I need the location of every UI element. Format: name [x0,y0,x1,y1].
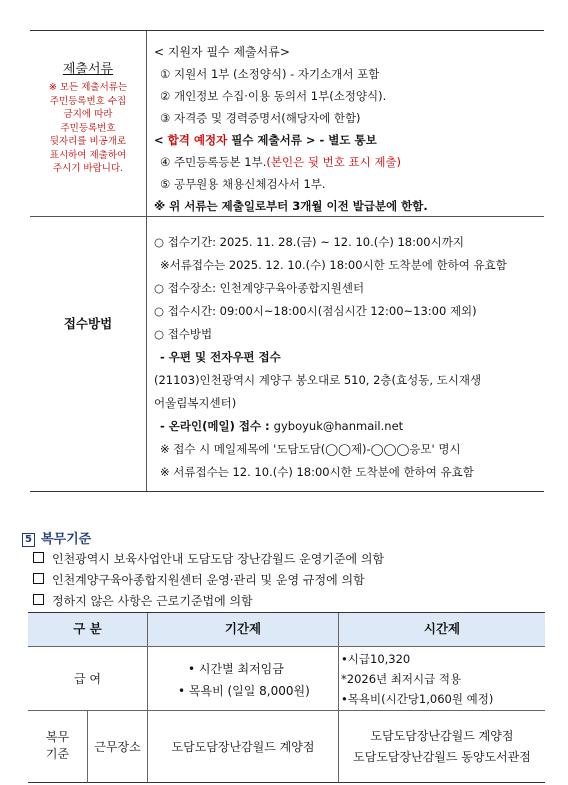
bullet-text: 정하지 않은 사항은 근로기준법에 의함 [52,594,253,608]
finalist-header-highlight: 합격 예정자 [167,133,228,147]
required-doc-item: ① 지원서 1부 (소정양식) - 자기소개서 포함 [160,67,380,81]
duty-standards-table [28,612,545,783]
bullet-text: 인천광역시 보육사업안내 도담도담 장난감월드 운영기준에 의함 [52,552,385,566]
online-email-link[interactable]: gyboyuk@hanmail.net [273,419,404,433]
finalist-doc-item [160,176,326,192]
section-bullet [33,592,253,609]
deadline-note: ※ 서류접수는 12. 10.(수) 18:00시한 도착분에 한하여 유효함 [160,465,474,479]
column-divider [146,31,147,491]
workplace-item: 도담도담장난감월드 계양점 [370,729,514,743]
bullet-text: 인천계양구육아종합지원센터 운영·관리 및 운영 규정에 의함 [52,573,365,587]
note-line: 뒷자리를 비공개로 [49,136,127,147]
online-reception [160,418,403,434]
pay-item: • 시간별 최저임금 [188,662,284,676]
pay-item: • 목욕비 (일일 8,000원) [178,684,310,698]
section-title-text: 복무기준 [41,532,92,547]
online-label: - 온라인(메일) 접수 : [160,419,274,433]
note-line: 표시하여 제출하여 [49,149,127,161]
mail-header: - 우편 및 전자우편 접수 [160,350,281,364]
pay-item: •목욕비(시간당1,060원 예정) [341,692,494,706]
finalist-docs-header [154,132,377,148]
reception-period: ○ 접수기간: 2025. 11. 28.(금) ~ 12. 10.(수) 18:00시까지 [154,235,464,249]
square-bullet-icon [33,573,44,584]
pay-label: 급 여 [28,647,148,711]
duty-label [28,711,88,783]
section-bullet [33,550,384,567]
note-line: 금지에 따라 [63,109,113,120]
workplace-label: 근무장소 [88,711,148,783]
table-header-category: 구 분 [28,613,148,647]
finalist-doc-text: ⑤ 공무원용 채용신체검사서 1부. [160,177,326,191]
pay-item: •시급10,320 [341,652,411,666]
workplace-item: 도담도담장난감월드 동양도서관점 [353,750,531,764]
square-bullet-icon [33,552,44,563]
mail-address: (21103)인천광역시 계양구 봉오대로 510, 2층(효성동, 도시재생 [154,373,482,387]
section-number: 5 [22,533,35,547]
reception-time: ○ 접수시간: 09:00시~18:00시(점심시간 12:00~13:00 제외) [154,304,477,318]
finalist-doc-item [160,154,401,170]
submission-label: 제출서류 [62,62,114,77]
finalist-header-post: 필수 제출서류 > - 별도 통보 [227,133,377,147]
reception-period-note: ※서류접수는 2025. 12. 10.(수) 18:00시한 도착분에 한하여 유효함 [160,258,507,272]
workplace-part-time [339,711,545,783]
submission-note [30,81,146,176]
pay-item: *2026년 최저시급 적용 [341,672,462,686]
reception-method: ○ 접수방법 [154,327,213,341]
duty-label-line: 복무 [45,730,70,744]
application-info-table [30,30,544,492]
pay-part-time [339,647,545,711]
table-header-fixed-term: 기간제 [148,613,339,647]
required-doc-item: ③ 자격증 및 경력증명서(해당자에 한함) [160,111,361,125]
pay-fixed-term [148,647,339,711]
validity-note: ※ 위 서류는 제출일로부터 3개월 이전 발급분에 한함. [154,199,428,213]
mail-subject-note: ※ 접수 시 메일제목에 '도담도담(◯◯제)-◯◯◯응모' 명시 [160,442,461,456]
reception-place: ○ 접수장소: 인천계양구육아종합지원센터 [154,281,365,295]
finalist-header-pre: < [154,133,168,147]
duty-label-line: 기준 [45,747,70,761]
finalist-doc-text: ④ 주민등록등본 1부. [160,155,267,169]
finalist-doc-highlight: (본인은 뒷 번호 표시 제출) [266,155,402,169]
reception-label: 접수방법 [63,316,113,331]
note-line: 주민등록번호 수집 [49,95,127,107]
row-divider [30,216,544,217]
section-bullet [33,571,365,588]
note-line: ※ 모든 제출서류는 [48,82,128,93]
workplace-fixed-term: 도담도담장난감월드 계양점 [148,711,339,783]
mail-address: 어울림복지센터) [154,396,237,410]
note-line: 주민등록번호 [60,122,116,134]
required-doc-item: ② 개인정보 수집·이용 동의서 1부(소정양식). [160,89,387,103]
note-line: 주시기 바랍니다. [52,163,124,174]
table-header-part-time: 시간제 [339,613,545,647]
square-bullet-icon [33,594,44,605]
required-docs-header: < 지원자 필수 제출서류> [154,45,290,59]
section-title [22,528,91,547]
